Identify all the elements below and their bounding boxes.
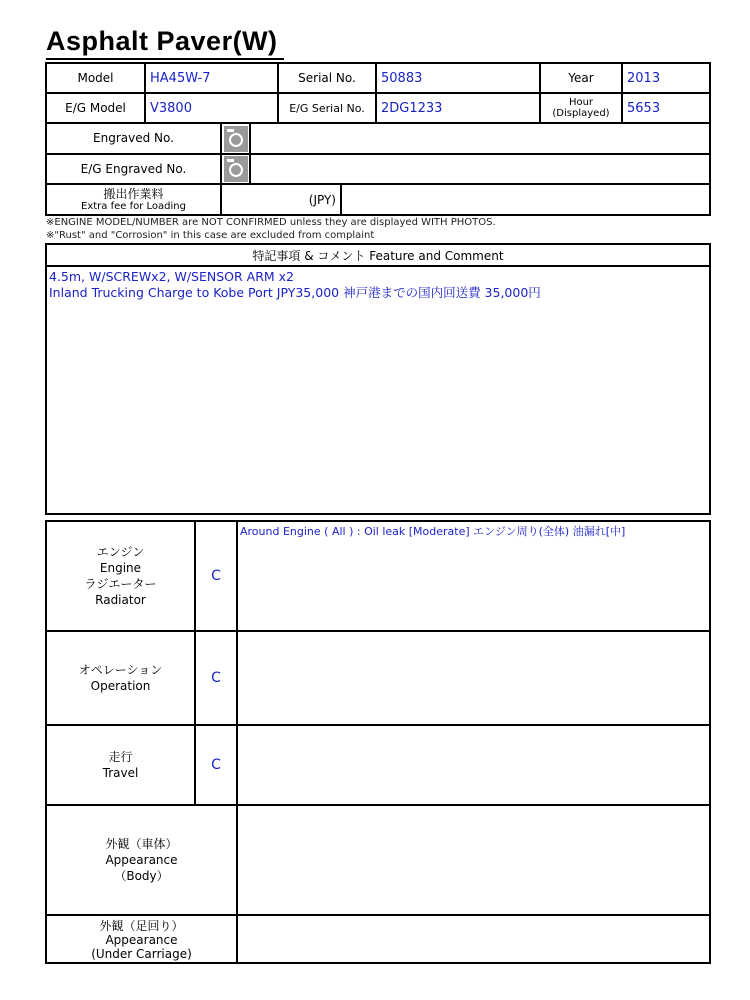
feature-text [49,269,541,301]
eg-serial-label: E/G Serial No. [289,101,365,115]
eg-model-label: E/G Model [65,100,126,115]
appearance-body-label-sub: （Body） [114,869,169,883]
model-value: HA45W-7 [150,70,211,86]
hour-label-line1: Hour [568,97,594,108]
engine-comment: Around Engine ( All ) : Oil leak [Moderate] エンジン周り(全体) 油漏れ[中] [240,525,626,538]
travel-label-en: Travel [102,766,139,780]
eg-engraved-label: E/G Engraved No. [80,161,187,176]
operation-label [47,632,194,724]
appearance-body-label-en: Appearance [105,853,178,867]
operation-label-en: Operation [90,679,151,693]
inspection-table [45,520,711,964]
fee-label-jp: 搬出作業料 [103,187,164,201]
travel-label-jp: 走行 [108,750,133,764]
hour-label-line2: (Displayed) [552,108,610,119]
feature-heading: 特記事項 & コメント Feature and Comment [47,245,709,267]
engine-label-jp: エンジン [96,545,145,559]
travel-grade: C [211,757,221,773]
feature-line: Inland Trucking Charge to Kobe Port JPY35,000 神戸港までの国内回送費 35,000円 [49,285,541,300]
eg-model-value: V3800 [150,100,192,116]
operation-grade: C [211,670,221,686]
fee-label-en: Extra fee for Loading [81,201,186,212]
appearance-body-label [47,806,236,914]
radiator-label-en: Radiator [95,593,146,607]
engraved-label: Engraved No. [93,131,174,145]
serial-label: Serial No. [298,70,356,85]
fee-unit: (JPY) [308,193,336,207]
camera-icon[interactable] [224,156,248,182]
model-label: Model [77,70,114,85]
note-rust: ※"Rust" and "Corrosion" in this case are excluded from complaint [46,230,375,241]
appearance-undercarriage-label [47,916,236,964]
hour-label [541,94,621,122]
hour-value: 5653 [627,100,661,116]
engine-radiator-label [47,522,194,630]
engine-label-en: Engine [99,561,142,575]
operation-label-jp: オペレーション [78,663,163,677]
year-label: Year [568,70,594,85]
year-value: 2013 [627,70,661,86]
serial-value: 50883 [381,70,423,86]
appearance-undercarriage-label-en: Appearance [105,933,178,947]
appearance-undercarriage-label-sub: (Under Carriage) [91,947,192,961]
header-table [45,62,711,216]
appearance-body-label-jp: 外観（車体） [105,837,178,851]
feature-line: 4.5m, W/SCREWx2, W/SENSOR ARM x2 [49,269,295,284]
engine-grade: C [211,568,221,584]
radiator-label-jp: ラジエーター [84,577,157,591]
fee-label [47,185,220,216]
appearance-undercarriage-label-jp: 外観（足回り） [99,919,184,933]
note-engine: ※ENGINE MODEL/NUMBER are NOT CONFIRMED unless they are displayed WITH PHOTOS. [46,217,496,228]
page-title: Asphalt Paver(W) [46,24,284,60]
travel-label [47,726,194,804]
feature-box [45,243,711,515]
camera-icon[interactable] [224,126,248,152]
eg-serial-value: 2DG1233 [381,100,443,116]
